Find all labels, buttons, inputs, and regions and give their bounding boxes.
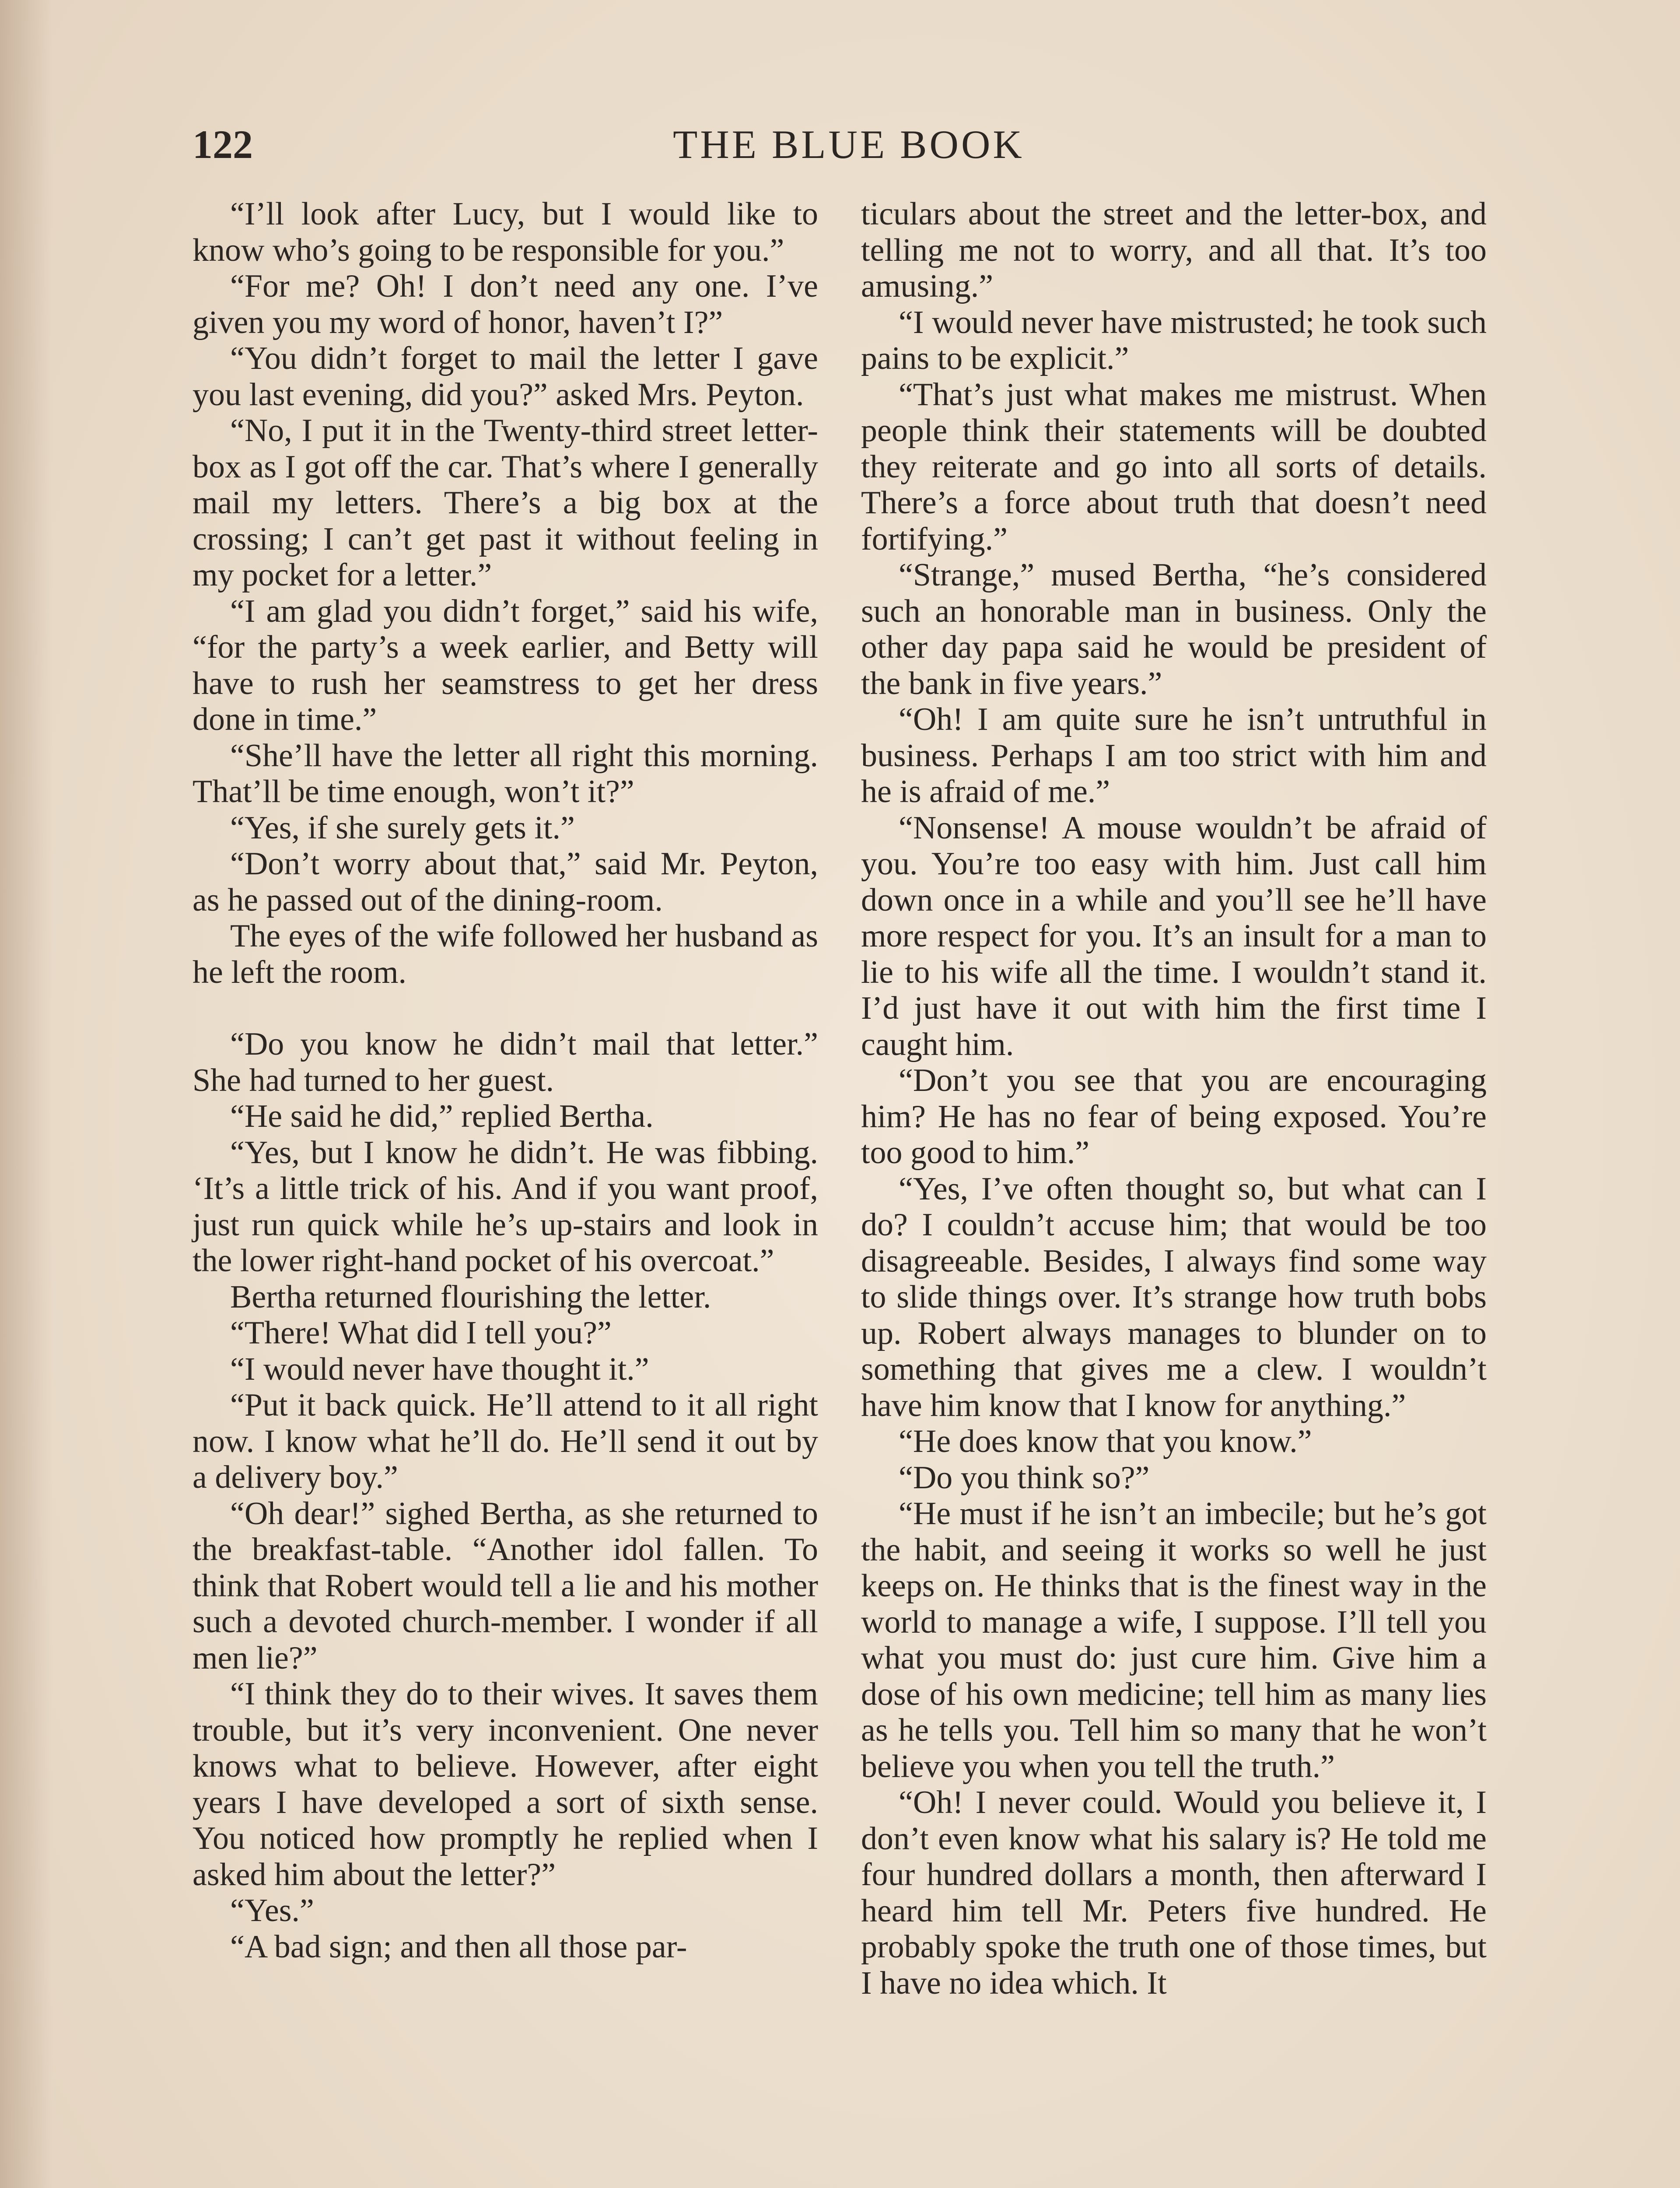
paragraph: “Put it back quick. He’ll attend to it all right now. I know what he’ll do. He’ll send it out by a delivery boy.” xyxy=(192,1387,818,1495)
paragraph: “That’s just what makes me mistrust. When people think their statements will be doubted they reiterate and go into all sorts of details. There’s a force about truth that doesn’t need fortifying.” xyxy=(861,376,1487,557)
paragraph: “Oh dear!” sighed Bertha, as she returned to the breakfast-table. “Another idol fallen. To think that Robert would tell a lie and his mother such a devoted church-member. I wonder if all men lie?” xyxy=(192,1495,818,1676)
left-column xyxy=(192,196,818,1965)
paragraph: “I would never have thought it.” xyxy=(230,1351,649,1387)
paragraph: “You didn’t forget to mail the letter I gave you last evening, did you?” asked Mrs. Peyton. xyxy=(192,340,818,413)
paragraph: “Strange,” mused Bertha, “he’s considered such an honorable man in business. Only the other day papa said he would be president of the bank in five years.” xyxy=(861,557,1487,701)
paragraph: “Oh! I never could. Would you believe it, I don’t even know what his salary is? He told me four hundred dollars a month, then afterward I heard him tell Mr. Peters five hundred. He probably spoke the truth one of those times, but I have no idea which. It xyxy=(861,1785,1487,2001)
paragraph-continued: ticulars about the street and the letter-box, and telling me not to worry, and all that. It’s too amusing.” xyxy=(861,196,1487,304)
paragraph: “I think they do to their wives. It saves them trouble, but it’s very inconvenient. One never knows what to believe. However, after eight years I have developed a sort of sixth sense. You noticed how promptly he replied when I asked him about the letter?” xyxy=(192,1676,818,1893)
paragraph: “Do you know he didn’t mail that letter.” She had turned to her guest. xyxy=(192,1026,818,1098)
running-head xyxy=(192,118,1505,171)
page-number: 122 xyxy=(192,122,253,167)
paragraph: The eyes of the wife followed her husband as he left the room. xyxy=(192,918,818,990)
paragraph: “He does know that you know.” xyxy=(899,1424,1312,1459)
paragraph: “He must if he isn’t an imbecile; but he’s got the habit, and seeing it works so well he just keeps on. He thinks that is the finest way in the world to manage a wife, I suppose. I’ll tell you what you must do: just cure him. Give him a dose of his own medicine; tell him as many lies as he tells you. Tell him so many that he won’t believe you when you tell the truth.” xyxy=(861,1496,1487,1785)
paragraph: “Yes, but I know he didn’t. He was fibbing. ‘It’s a little trick of his. And if you want proof, just run quick while he’s up-stairs and look in the lower right-hand pocket of his overcoat.” xyxy=(192,1134,818,1279)
paragraph: “There! What did I tell you?” xyxy=(230,1315,612,1351)
paragraph: “No, I put it in the Twenty-third street letter-box as I got off the car. That’s where I generally mail my letters. There’s a big box at the crossing; I can’t get past it without feeling in my pocket for a letter.” xyxy=(192,413,818,593)
paragraph: “I’ll look after Lucy, but I would like to know who’s going to be responsible for you.” xyxy=(192,196,818,268)
paragraph: “Nonsense! A mouse wouldn’t be afraid of you. You’re too easy with him. Just call him down once in a while and you’ll see he’ll have more respect for you. It’s an insult for a man to lie to his wife all the time. I wouldn’t stand it. I’d just have it out with him the first time I caught him. xyxy=(861,810,1487,1062)
right-column xyxy=(861,196,1487,2001)
paragraph: “He said he did,” replied Bertha. xyxy=(230,1098,654,1134)
paragraph: “Don’t worry about that,” said Mr. Peyton, as he passed out of the dining-room. xyxy=(192,846,818,918)
paragraph: Bertha returned flourishing the letter. xyxy=(230,1279,711,1315)
paragraph: “Yes, if she surely gets it.” xyxy=(230,810,575,846)
paragraph: “Yes, I’ve often thought so, but what can I do? I couldn’t accuse him; that would be too disagreeable. Besides, I always find some way to slide things over. It’s strange how truth bobs up. Robert always manages to blunder on to something that gives me a clew. I wouldn’t have him know that I know for anything.” xyxy=(861,1171,1487,1424)
paragraph: “For me? Oh! I don’t need any one. I’ve given you my word of honor, haven’t I?” xyxy=(192,268,818,340)
page-gutter-shadow xyxy=(0,0,52,2188)
paragraph: “A bad sign; and then all those par- xyxy=(230,1929,687,1965)
paragraph: “I would never have mistrusted; he took such pains to be explicit.” xyxy=(861,304,1487,376)
paragraph: “Don’t you see that you are encouraging him? He has no fear of being exposed. You’re too good to him.” xyxy=(861,1062,1487,1171)
magazine-title: THE BLUE BOOK xyxy=(673,122,1025,167)
paragraph: “She’ll have the letter all right this morning. That’ll be time enough, won’t it?” xyxy=(192,737,818,810)
paragraph: “Do you think so?” xyxy=(899,1459,1150,1496)
paragraph: “Oh! I am quite sure he isn’t untruthful in business. Perhaps I am too strict with him and he is afraid of me.” xyxy=(861,701,1487,810)
paragraph: “I am glad you didn’t forget,” said his wife, “for the party’s a week earlier, and Betty will have to rush her seamstress to get her dress done in time.” xyxy=(192,593,818,737)
paragraph: “Yes.” xyxy=(230,1893,314,1929)
